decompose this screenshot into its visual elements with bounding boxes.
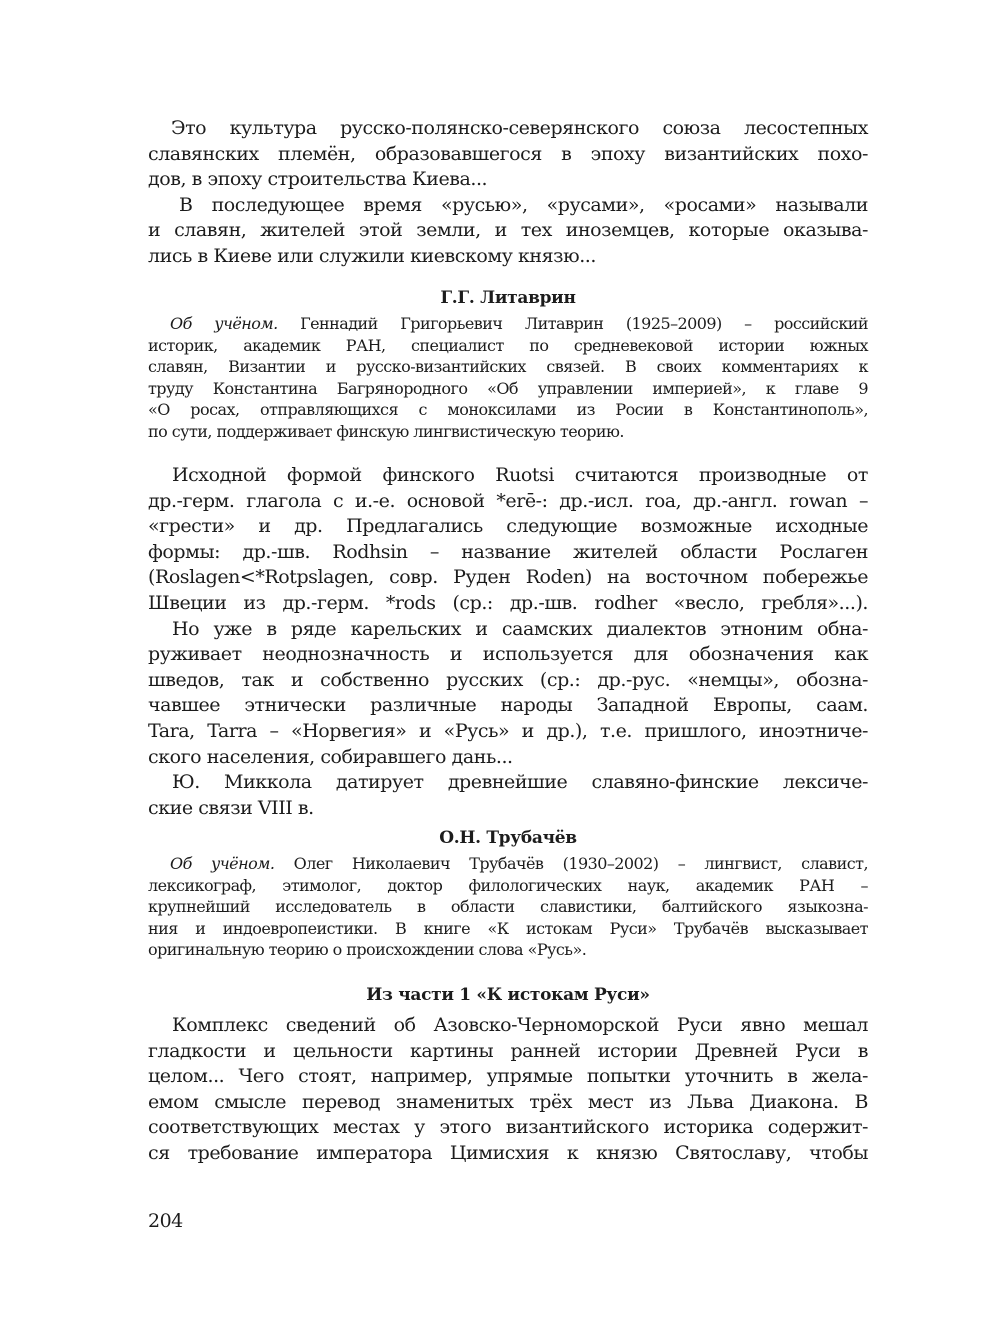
text-line: и славян, жителей этой земли, и тех иноземцев, которые оказыва- [148,219,868,242]
litavrin-text [148,463,868,821]
text-line: целом... Чего стоят, например, упрямые попытки уточнить в жела- [148,1065,868,1088]
bio-line: труду Константина Багрянородного «Об управлении империей», к главе 9 [148,378,868,398]
bio-label: Об учёном. [170,314,278,333]
excerpt-text [148,1013,868,1167]
text-line: Ю. Миккола датирует древнейшие славяно-финские лексиче- [172,771,868,794]
author-bio [148,313,868,443]
text-line: ся требование императора Цимисхия к князю Святославу, чтобы [148,1141,868,1164]
section-heading: О.Н. Трубачёв [439,828,577,848]
page-number: 204 [148,1210,183,1232]
text-line: «грести» и др. Предлагались следующие возможные исходные [148,515,868,538]
bio-line: историк, академик РАН, специалист по средневековой истории южных [148,335,868,355]
text-line: формы: др.-шв. Rodhsin – название жителей области Рослаген [148,540,868,563]
text-line: ского населения, собиравшего дань... [148,745,513,768]
bio-line: Об учёном. Геннадий Григорьевич Литаврин (1925–2009) – российский [170,314,868,333]
bio-line: по сути, поддерживает финскую лингвистическую теорию. [148,421,624,441]
bio-label: Об учёном. [170,854,275,873]
text-line: руживает неоднозначность и используется для обозначения как [148,643,868,666]
text-line: Tara, Tarra – «Норвегия» и «Русь» и др.), т.е. пришлого, иноэтниче- [148,719,868,742]
bio-line: оригинальную теорию о происхождении слова «Русь». [148,940,587,960]
text-line: славянских племён, образовавшегося в эпоху византийских похо- [148,142,868,165]
text-line: Комплекс сведений об Азовско-Черноморской Руси явно мешал [172,1014,868,1036]
bio-line: лексикограф, этимолог, доктор филологических наук, академик РАН – [148,875,868,895]
text-line: ские связи VIII в. [148,796,314,819]
text-line: Это культура русско-полянско-северянского союза лесостепных [171,117,868,139]
text-line: (Roslagen<*Rotpslagen, совр. Руден Roden) на восточном побережье [148,566,868,589]
text-line: лись в Киеве или служили киевскому князю... [148,244,596,267]
quote-paragraphs [148,116,868,270]
text-line: Но уже в ряде карельских и саамских диалектов этноним обна- [172,617,868,640]
author-bio [148,853,868,961]
text-line: гладкости и цельности картины ранней истории Древней Руси в [148,1039,868,1062]
text-line: соответствующих местах у этого византийского историка содержит- [148,1116,868,1139]
text-line: Исходной формой финского Ruotsi считаются производные от [172,464,868,486]
bio-line: крупнейший исследователь в области славистики, балтийского языкозна- [148,897,868,917]
text-line: чавшее этнически различные народы Западной Европы, саам. [148,694,868,717]
bio-line: славян, Византии и русско-византийских связей. В своих комментариях к [148,357,868,377]
bio-line: Об учёном. Олег Николаевич Трубачёв (1930–2002) – лингвист, славист, [170,854,868,873]
text-line: дов, в эпоху строительства Киева... [148,168,488,191]
bio-line: ния и индоевропеистики. В книге «К истокам Руси» Трубачёв высказывает [148,918,868,938]
bio-line: «О росах, отправляющихся с моноксилами из Росии в Константинополь», [148,400,868,420]
text-line: Швеции из др.-герм. *rods (ср.: др.-шв. rodher «весло, гребля»...). [148,591,868,614]
section-heading: Из части 1 «К истокам Руси» [366,985,650,1005]
section-heading: Г.Г. Литаврин [440,288,576,308]
text-line: емом смысле перевод знаменитых трёх мест из Льва Диакона. В [148,1090,868,1113]
text-line: В последующее время «русью», «русами», «росами» называли [179,193,868,216]
text-line: шведов, так и собственно русских (ср.: др.-рус. «немцы», обозна- [148,668,868,691]
text-line: др.-герм. глагола с и.-е. основой *erē-: др.-исл. roa, др.-англ. rowan – [148,489,868,512]
